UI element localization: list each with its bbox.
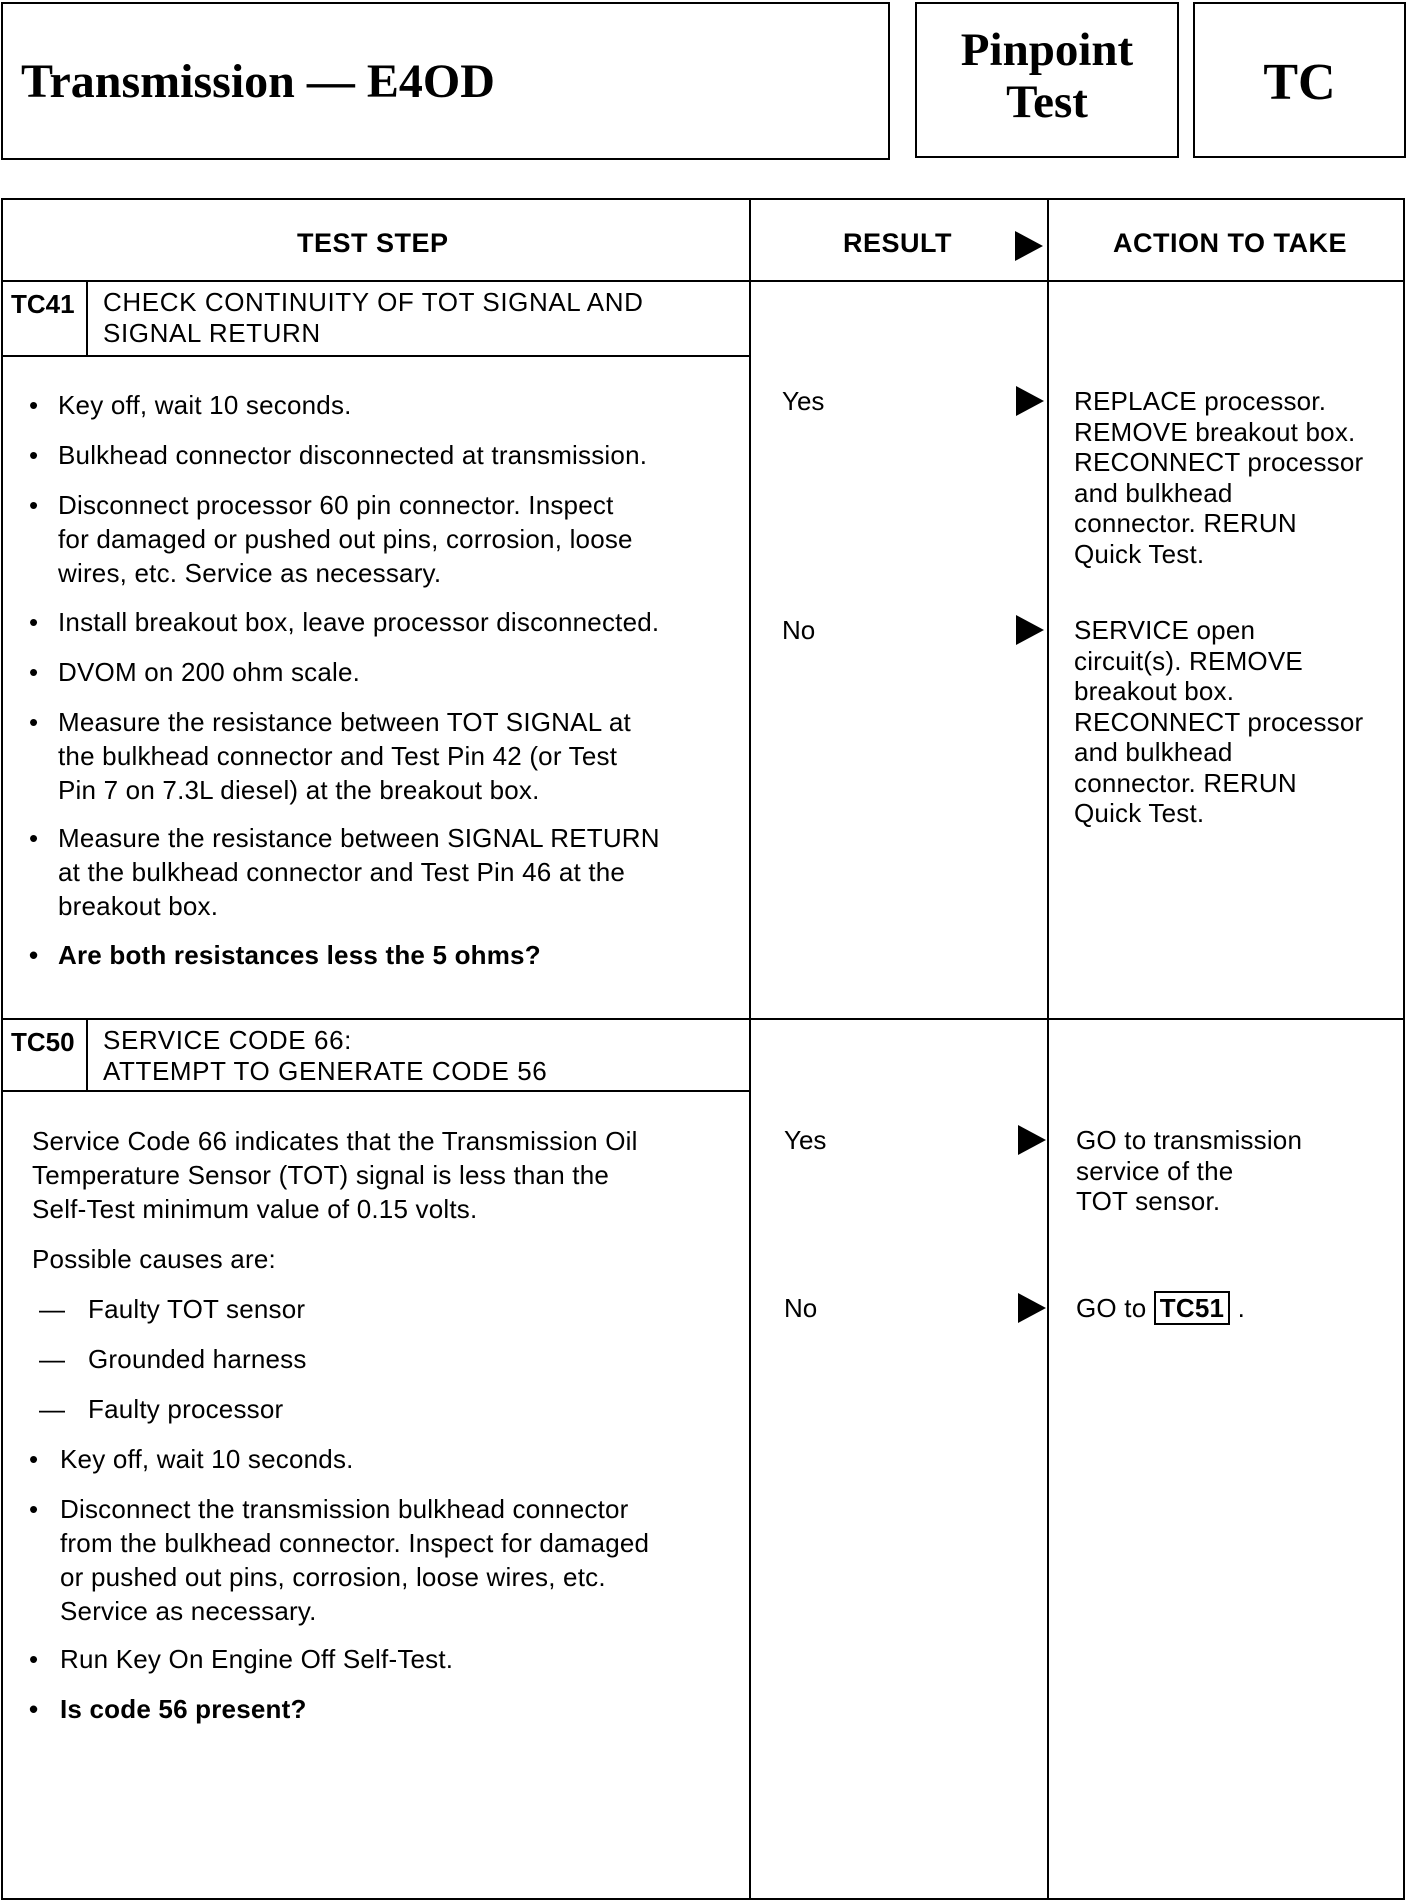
action-line: REMOVE breakout box. (1074, 416, 1356, 447)
tc51-reference[interactable]: TC51 (1154, 1291, 1230, 1325)
step-title-line: ATTEMPT TO GENERATE CODE 56 (103, 1056, 548, 1086)
tc41-step: Install breakout box, leave processor disconnected. (58, 607, 660, 637)
action-text: GO to (1076, 1293, 1147, 1323)
page-title: Transmission — E4OD (21, 55, 495, 108)
tc41-step (58, 705, 631, 807)
action-line: REPLACE processor. (1074, 386, 1327, 416)
bullet-icon: • (29, 823, 39, 853)
bullet-icon: • (29, 1694, 39, 1724)
action-line: RECONNECT processor (1074, 706, 1364, 737)
text-line: at the bulkhead connector and Test Pin 46 at the (58, 857, 626, 887)
tc50-intro (32, 1124, 638, 1226)
title-box (1, 2, 890, 160)
tc50-causes-label: Possible causes are: (32, 1244, 276, 1274)
action-text: . (1237, 1293, 1246, 1323)
action-line: Quick Test. (1074, 538, 1205, 569)
text-line: Measure the resistance between TOT SIGNAL at (58, 707, 631, 737)
yes-arrow-icon (1016, 386, 1044, 416)
tc50-step (60, 1492, 649, 1628)
no-arrow-icon (1016, 615, 1044, 645)
tc41-yes-action (1074, 386, 1363, 569)
bullet-icon: • (29, 657, 39, 687)
action-line: TOT sensor. (1076, 1186, 1221, 1216)
tc50-yes-action (1076, 1125, 1302, 1217)
text-line: breakout box. (58, 891, 219, 921)
col-test-step: TEST STEP (297, 228, 449, 258)
bullet-icon: • (29, 1494, 39, 1524)
bullet-icon: • (29, 707, 39, 737)
tc41-step (58, 488, 633, 590)
text-line: the bulkhead connector and Test Pin 42 (or Test (58, 741, 618, 771)
bullet-icon: • (29, 390, 39, 420)
tc50-cause: Faulty processor (88, 1394, 284, 1424)
tc50-no-action (1076, 1293, 1245, 1324)
text-line: Service Code 66 indicates that the Transmission Oil (32, 1126, 638, 1156)
tc50-step: Key off, wait 10 seconds. (60, 1444, 354, 1474)
action-line: service of the (1076, 1155, 1234, 1186)
tc41-step: Key off, wait 10 seconds. (58, 390, 352, 420)
action-line: and bulkhead (1074, 737, 1233, 767)
text-line: Pin 7 on 7.3L diesel) at the breakout box. (58, 775, 540, 805)
tc41-step (58, 821, 660, 923)
text-line: from the bulkhead connector. Inspect for damaged (60, 1528, 650, 1558)
action-line: GO to transmission (1076, 1125, 1303, 1155)
dash-icon: — (39, 1394, 66, 1424)
bullet-icon: • (29, 1444, 39, 1474)
action-line: breakout box. (1074, 676, 1235, 706)
action-line: connector. RERUN (1074, 508, 1297, 538)
action-line: and bulkhead (1074, 477, 1233, 508)
step-header-tc50 (3, 1019, 749, 1092)
col-action: ACTION TO TAKE (1113, 228, 1347, 258)
step-id: TC41 (3, 281, 88, 355)
tc41-yes-label: Yes (782, 386, 825, 416)
text-line: Measure the resistance between SIGNAL RETURN (58, 823, 660, 853)
tc50-step: Run Key On Engine Off Self-Test. (60, 1644, 454, 1674)
step-title (103, 287, 644, 349)
text-line: Service as necessary. (60, 1596, 317, 1626)
text-line: or pushed out pins, corrosion, loose wires, etc. (60, 1562, 606, 1592)
tc41-step: DVOM on 200 ohm scale. (58, 657, 361, 687)
text-line: for damaged or pushed out pins, corrosion, loose (58, 524, 633, 554)
action-line: SERVICE open (1074, 615, 1256, 645)
pinpoint-table (1, 198, 1405, 1900)
step-id: TC50 (3, 1019, 88, 1090)
result-arrow-icon (1015, 231, 1043, 261)
text-line: wires, etc. Service as necessary. (58, 558, 442, 588)
tc41-step: Bulkhead connector disconnected at transmission. (58, 440, 648, 470)
bullet-icon: • (29, 1644, 39, 1674)
tc41-no-label: No (782, 615, 816, 645)
action-line: circuit(s). REMOVE (1074, 645, 1303, 676)
step-title-line: CHECK CONTINUITY OF TOT SIGNAL AND (103, 287, 644, 317)
dash-icon: — (39, 1294, 66, 1324)
test-label: Test (1006, 76, 1088, 128)
action-line: connector. RERUN (1074, 767, 1297, 798)
tc50-no-label: No (784, 1293, 818, 1323)
bullet-icon: • (29, 490, 39, 520)
column-divider-1 (749, 200, 751, 1898)
col-result: RESULT (843, 228, 952, 258)
text-line: Temperature Sensor (TOT) signal is less than the (32, 1160, 610, 1190)
text-line: Disconnect the transmission bulkhead connector (60, 1494, 629, 1524)
no-arrow-icon (1018, 1293, 1046, 1323)
text-line: Self-Test minimum value of 0.15 volts. (32, 1194, 478, 1224)
step-title-line: SIGNAL RETURN (103, 318, 321, 348)
action-line: Quick Test. (1074, 798, 1205, 828)
tc50-question: Is code 56 present? (60, 1694, 307, 1724)
pinpoint-test-box (915, 2, 1179, 158)
yes-arrow-icon (1018, 1125, 1046, 1155)
column-divider-2 (1047, 200, 1049, 1898)
section-code-box (1193, 2, 1406, 158)
pinpoint-label: Pinpoint (960, 24, 1134, 76)
dash-icon: — (39, 1344, 66, 1374)
action-line: RECONNECT processor (1074, 447, 1364, 477)
tc50-yes-label: Yes (784, 1125, 827, 1155)
step-title-line: SERVICE CODE 66: (103, 1025, 352, 1055)
tc50-cause: Faulty TOT sensor (88, 1294, 306, 1324)
step-title (103, 1025, 547, 1087)
bullet-icon: • (29, 440, 39, 470)
bullet-icon: • (29, 940, 39, 970)
tc41-question: Are both resistances less the 5 ohms? (58, 940, 541, 970)
bullet-icon: • (29, 607, 39, 637)
tc50-cause: Grounded harness (88, 1344, 307, 1374)
tc41-no-action (1074, 615, 1363, 829)
step-header-tc41 (3, 281, 749, 357)
text-line: Disconnect processor 60 pin connector. Inspect (58, 490, 614, 520)
section-code: TC (1263, 54, 1336, 111)
